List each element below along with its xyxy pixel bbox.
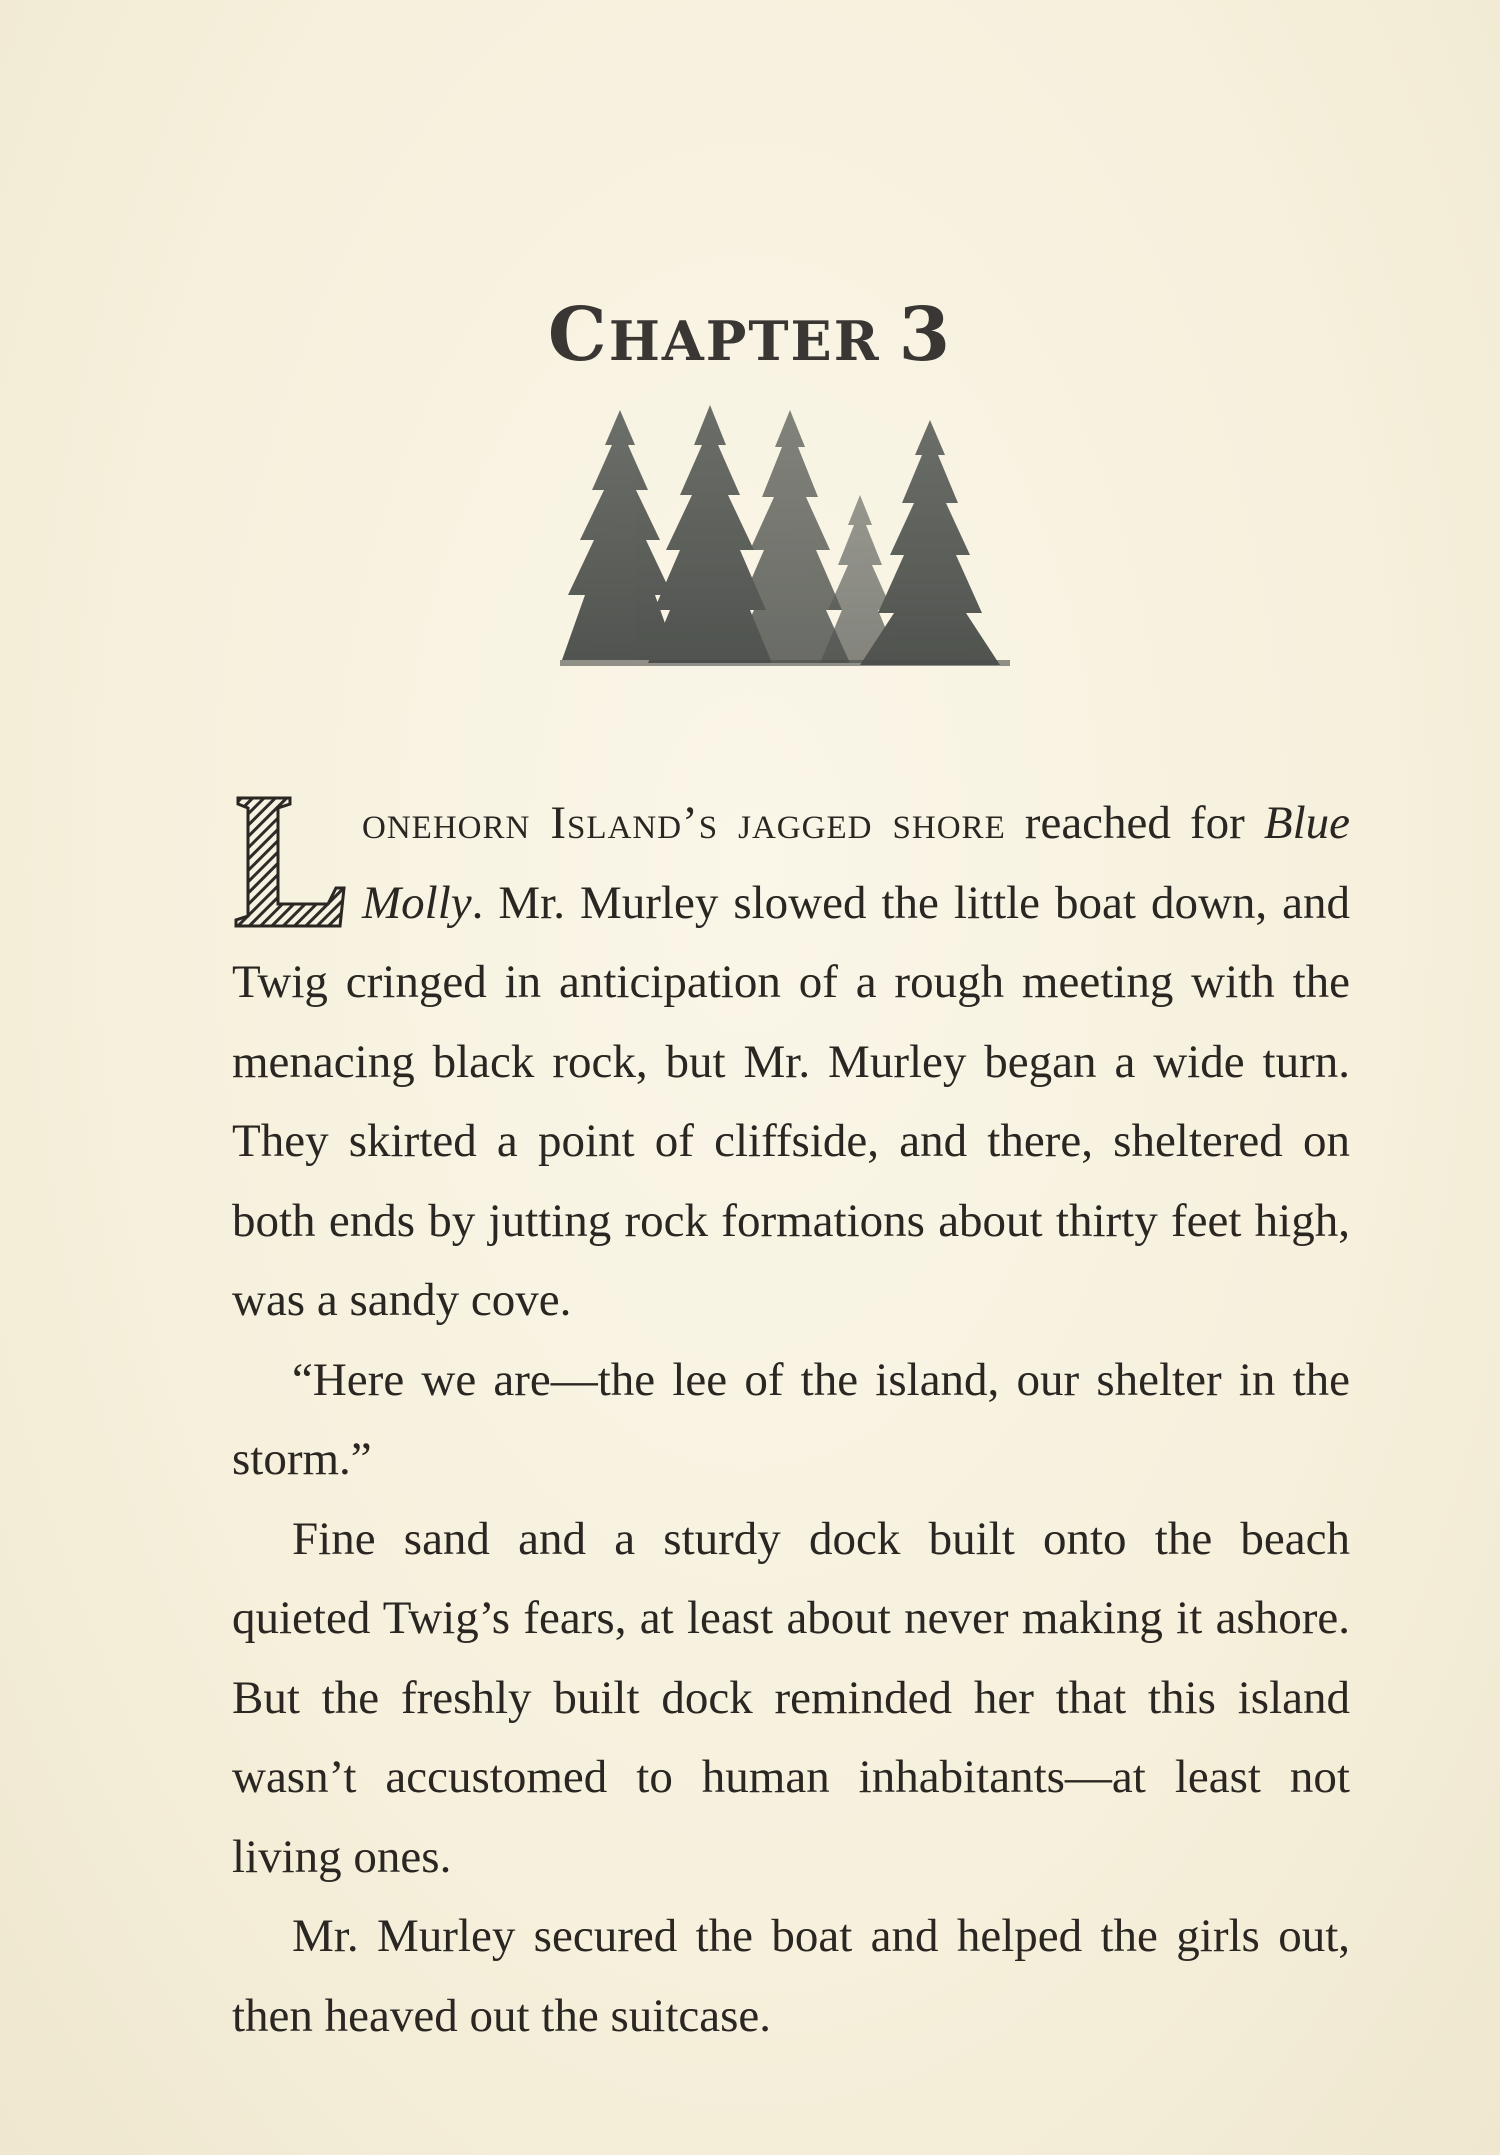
paragraph: Mr. Murley secured the boat and helped the girls out, then heaved out the suitcase. bbox=[232, 1910, 1350, 2042]
pine-tree-icon bbox=[562, 410, 678, 660]
body-text bbox=[232, 784, 1350, 2056]
chapter-number: 3 bbox=[898, 292, 953, 378]
opening-paragraph: L onehorn Island’s jagged shore reached for Blue Molly. Mr. Murley slowed the little boat down, and Twig cringed in anticipation of a rough meeting with the menacing black rock, but Mr. Murley began a wide turn. They skirted a point of cliffside, and there, sheltered on both ends by jutting rock formations about thirty feet high, was a sandy cove. bbox=[232, 794, 1350, 1326]
svg-text:L: L bbox=[232, 794, 233, 795]
pine-trees-illustration bbox=[560, 405, 1010, 675]
chapter-title-rest: HAPTER bbox=[608, 309, 881, 373]
boat-name: Blue Molly bbox=[362, 797, 1350, 929]
paragraph: “Here we are—the lee of the island, our shelter in the storm.” bbox=[232, 1353, 1350, 1485]
chapter-title-initial: C bbox=[547, 292, 609, 378]
opening-smallcaps: onehorn Island’s jagged shore bbox=[362, 797, 1006, 849]
paragraph: Fine sand and a sturdy dock built onto the beach quieted Twig’s fears, at least about never making it ashore. But the freshly built dock reminded her that this island wasn’t accustomed to human inhabitants—at least not living ones. bbox=[232, 1512, 1350, 1883]
pine-tree-icon bbox=[730, 410, 850, 663]
chapter-heading bbox=[0, 292, 1500, 378]
drop-cap-letter bbox=[232, 794, 348, 930]
